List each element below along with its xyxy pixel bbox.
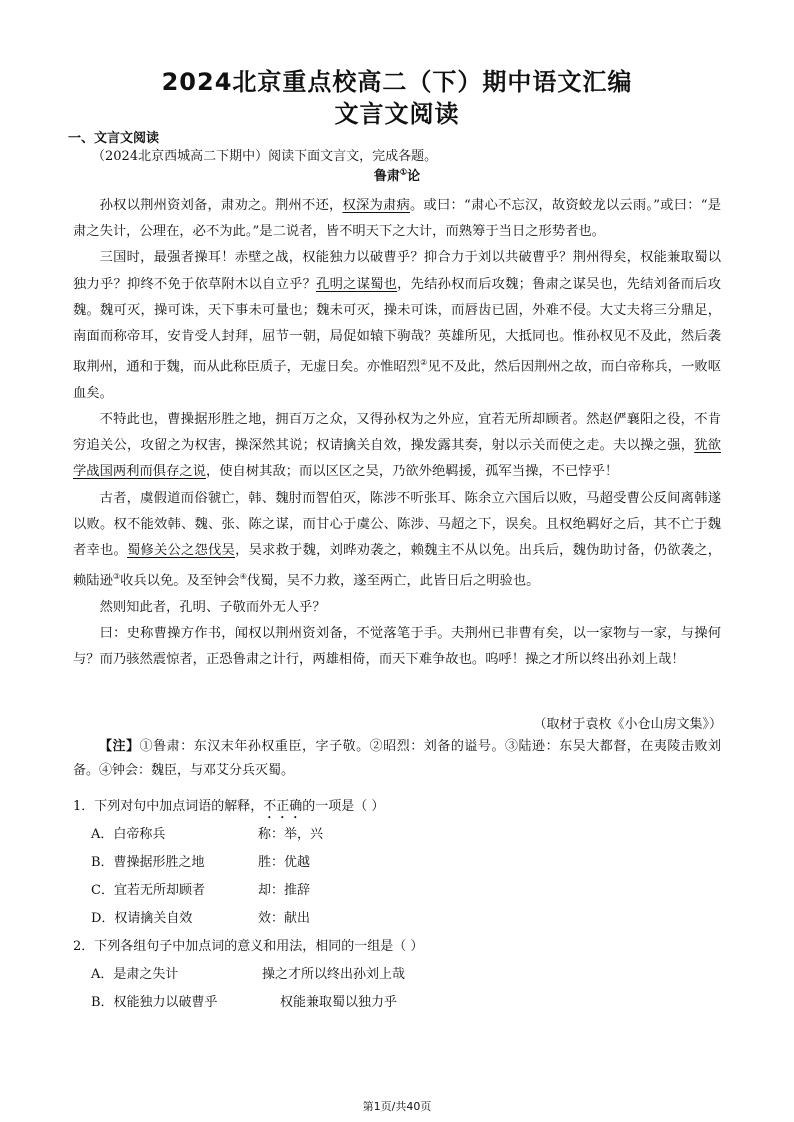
option-1c: C．宜若无所却顾者 [91, 883, 205, 898]
question-1-stem [73, 795, 384, 822]
text: 收兵以免。及至钟会 [120, 573, 240, 589]
option-1a: A．白帝称兵 [91, 827, 166, 842]
gloss-2a: 操之才所以终出孙刘上哉 [262, 967, 406, 982]
paragraph-2 [73, 245, 721, 407]
paragraph-4 [73, 486, 721, 595]
text: 古者，虞假道而俗虢亡，韩、魏肘而智伯灭，陈涉不听张耳、陈余立六国后以败，马超受曹公反间离韩遂以败。权不能效韩、魏、张、陈之谋，而甘心于虞公、陈涉、马超之下，误矣。且权绝羁好之后，其不亡于魏者幸也。 [73, 490, 721, 559]
emphasis-text: 不正确 [263, 799, 303, 814]
text: ，使自树其敌；而以区区之吴，乃欲外绝羁援，孤军当操，不已悖乎！ [205, 464, 619, 480]
paragraph-6: 曰：史称曹操方作书，闻权以荆州资刘备，不觉落笔于手。夫荆州已非曹有矣，以一家物与一家，与操何与？而乃骇然震惊者，正恐鲁肃之计行，两雄相倚，而天下难争故也。呜呼！操之才所以终出孙刘上哉！ [73, 626, 721, 668]
gloss-1d: 效：献出 [258, 911, 311, 926]
text: ，先结孙权而后攻魏；鲁肃之谋吴也，先结刘备而后攻魏。魏可灭，操可诛，天下事未可量也；魏未可灭，操未可诛，而唇齿已固，外难不侵。大丈夫将三分鼎足，南面而称帝耳，安肯受人封拜，屈节一朝，局促如辕下驹哉？英雄所见，大抵同也。惟孙权见不及此，然后袭取荆州，通和于魏，而从此称臣质子，无虚日矣。亦惟昭烈 [73, 276, 722, 375]
text: 1．下列对句中加点词语的解释， [73, 799, 264, 814]
gloss-2b: 权能兼取蜀以独力乎 [280, 995, 398, 1010]
paragraph-1 [73, 193, 721, 245]
page-footer: 第1页/共40页 [362, 1100, 432, 1113]
underlined-sentence: 犹欲学战国两利而俱存之说 [73, 438, 722, 480]
option-1d: D．权请擒关自效 [91, 911, 193, 926]
page-title: 2024北京重点校高二（下）期中语文汇编 [161, 68, 633, 96]
text: 伐蜀，吴不力救，遂至两亡，此皆日后之明验也。 [246, 573, 540, 589]
notes-text: ①鲁肃：东汉末年孙权重臣，字子敬。②昭烈：刘备的谥号。③陆逊：东吴大都督，在夷陵击败刘备。④钟会：魏臣，与邓艾分兵灭蜀。 [73, 739, 721, 778]
text: 见不及此，然后因荆州之故，而白帝称兵，一败呕血矣。 [73, 359, 722, 401]
paragraph-3 [73, 407, 721, 486]
text: 。或曰：“肃心不忘汉，故资蛟龙以云雨。”或曰：“是肃之失计，公理在，必不为此。”是二说者，皆不明天下之大计，而熟筹于当日之形势者也。 [73, 198, 722, 240]
section-intro: （2024北京西城高二下期中）阅读下面文言文，完成各题。 [92, 149, 438, 164]
text: ，吴求救于魏，刘晔劝袭之，赖魏主不从以免。出兵后，魏伪助讨备，仍欲袭之，赖陆逊 [73, 543, 722, 589]
gloss-1c: 却：推辞 [258, 883, 311, 898]
underlined-sentence: 权深为肃病 [342, 198, 410, 213]
page-subtitle: 文言文阅读 [334, 100, 460, 128]
passage-title [0, 165, 794, 184]
notes-label: 【注】 [99, 739, 140, 754]
source-citation: （取材于袁枚《小仓山房文集》） [533, 717, 722, 732]
section-heading: 一、文言文阅读 [68, 131, 160, 146]
gloss-1a: 称：举，兴 [258, 827, 324, 842]
gloss-1b: 胜：优越 [258, 855, 311, 870]
text: 的一项是（ ） [302, 799, 385, 814]
footnote-mark: ④ [239, 572, 247, 582]
option-2b: B．权能独力以破曹乎 [91, 995, 218, 1010]
passage-title-b: 论 [407, 169, 421, 184]
underlined-sentence: 蜀修关公之怨伐吴 [127, 543, 236, 559]
text: 孙权以荆州资刘备，肃劝之。荆州不还， [99, 198, 343, 213]
notes [73, 735, 721, 783]
passage-title-a: 鲁肃 [373, 169, 400, 184]
underlined-sentence: 孔明之谋蜀也 [316, 276, 398, 292]
question-2-stem: 2．下列各组句子中加点词的意义和用法，相同的一组是（ ） [73, 939, 424, 954]
text: 三国时，最强者操耳！赤壁之战，权能独力以破曹乎？抑合力于刘以共破曹乎？荆州得矣，权能兼取蜀以独力乎？抑终不免于依草附木以自立乎？ [73, 250, 721, 292]
option-2a: A．是肃之失计 [91, 967, 179, 982]
passage-body [73, 193, 721, 674]
footnote-mark: ① [399, 166, 408, 177]
text: 不特此也，曹操据形胜之地，拥百万之众，又得孙权为之外应，宜若无所却顾者。然赵俨襄阳之役，不肯穷追关公，攻留之为权害，操深然其说；权请擒关自效，操发露其奏，射以示关而使之走。夫以操之强， [73, 412, 721, 454]
option-1b: B．曹操据形胜之地 [91, 855, 205, 870]
paragraph-5: 然则知此者，孔明、子敬而外无人乎？ [99, 599, 326, 615]
footnote-mark: ③ [112, 572, 121, 582]
footnote-mark: ② [420, 358, 428, 368]
